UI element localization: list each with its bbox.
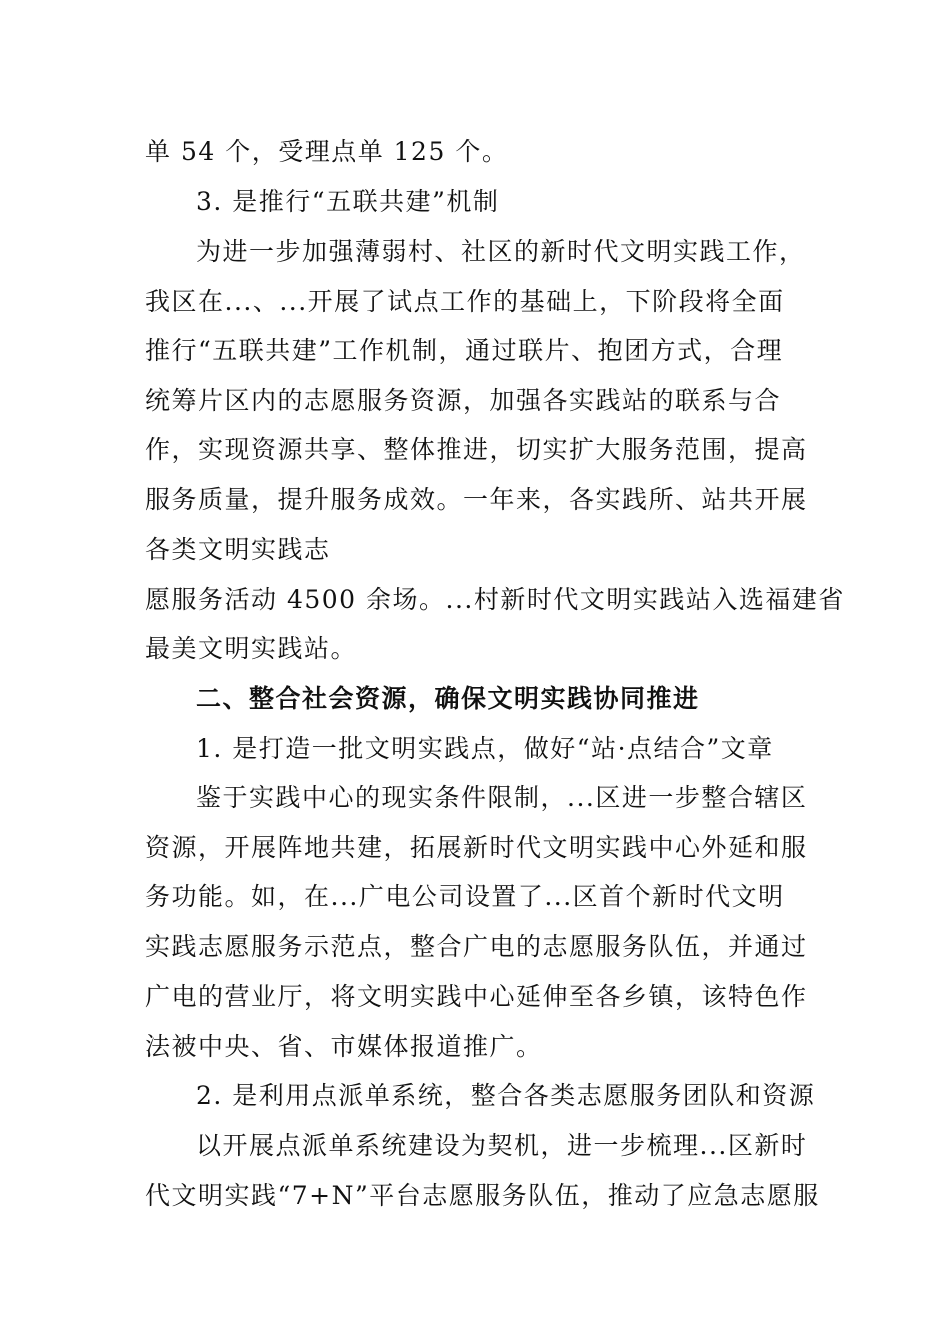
text-line: 作，实现资源共享、整体推进，切实扩大服务范围，提高	[145, 435, 808, 464]
text-line: 资源，开展阵地共建，拓展新时代文明实践中心外延和服	[145, 833, 808, 862]
text-line: 代文明实践“7+N”平台志愿服务队伍，推动了应急志愿服	[145, 1181, 820, 1210]
text-line: 务功能。如，在...广电公司设置了...区首个新时代文明	[145, 882, 785, 911]
text-line: 我区在...、...开展了试点工作的基础上，下阶段将全面	[145, 287, 785, 316]
section-heading: 二、整合社会资源，确保文明实践协同推进	[196, 684, 700, 713]
text-line: 单 54 个，受理点单 125 个。	[145, 137, 509, 166]
text-line: 以开展点派单系统建设为契机，进一步梳理...区新时	[196, 1131, 808, 1160]
subheading-1: 1. 是打造一批文明实践点，做好“站·点结合”文章	[196, 734, 774, 763]
text-line: 最美文明实践站。	[145, 634, 358, 663]
subheading-2: 2. 是利用点派单系统，整合各类志愿服务团队和资源	[196, 1081, 816, 1110]
text-line: 为进一步加强薄弱村、社区的新时代文明实践工作，	[196, 237, 806, 266]
text-line: 实践志愿服务示范点，整合广电的志愿服务队伍，并通过	[145, 932, 808, 961]
text-line: 各类文明实践志	[145, 535, 331, 564]
text-line: 广电的营业厅，将文明实践中心延伸至各乡镇，该特色作	[145, 982, 808, 1011]
subheading-3: 3. 是推行“五联共建”机制	[196, 187, 500, 216]
text-line: 法被中央、省、市媒体报道推广。	[145, 1032, 543, 1061]
text-line: 推行“五联共建”工作机制，通过联片、抱团方式，合理	[145, 336, 784, 365]
text-line: 服务质量，提升服务成效。一年来，各实践所、站共开展	[145, 485, 808, 514]
text-line: 鉴于实践中心的现实条件限制，...区进一步整合辖区	[196, 783, 808, 812]
text-line: 统筹片区内的志愿服务资源，加强各实践站的联系与合	[145, 386, 782, 415]
text-line: 愿服务活动 4500 余场。...村新时代文明实践站入选福建省	[145, 585, 845, 614]
